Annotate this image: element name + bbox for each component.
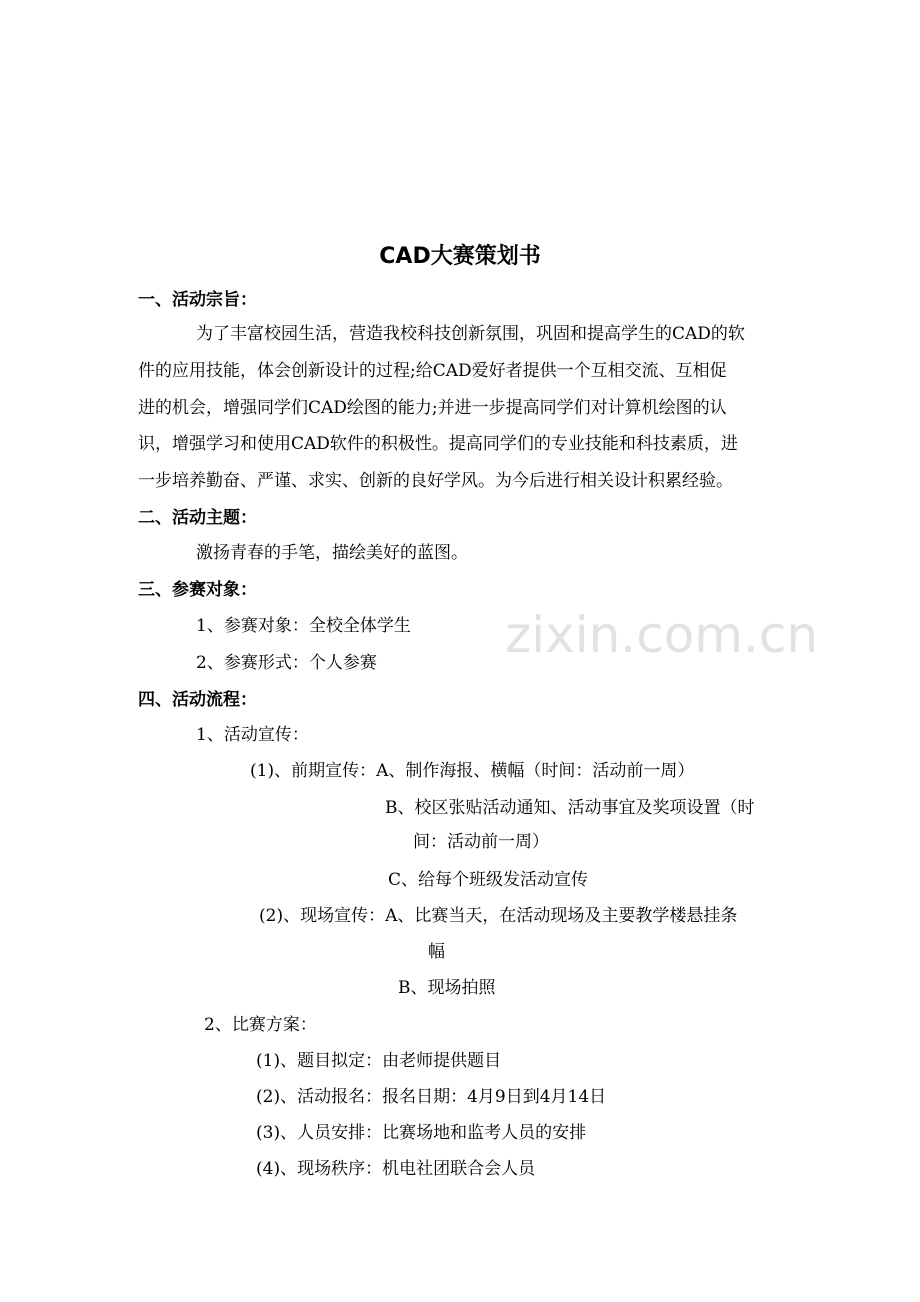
list-item: C、给每个班级发活动宣传 [388, 870, 589, 890]
heading-purpose: 一、活动宗旨： [138, 290, 257, 310]
list-item: 2、比赛方案： [204, 1015, 317, 1035]
theme-text: 激扬青春的手笔，描绘美好的蓝图。 [196, 543, 468, 563]
paragraph-line: 进的机会，增强同学们CAD绘图的能力;并进一步提高同学们对计算机绘图的认 [138, 398, 727, 418]
list-item: 1、参赛对象：全校全体学生 [196, 616, 411, 636]
list-item: (2)、活动报名：报名日期：4月9日到4月14日 [256, 1087, 607, 1107]
paragraph-line: 一步培养勤奋、严谨、求实、创新的良好学风。为今后进行相关设计积累经验。 [138, 471, 733, 491]
list-item: B、现场拍照 [398, 978, 496, 998]
document-title: CAD大赛策划书 [379, 244, 541, 269]
list-item: (3)、人员安排：比赛场地和监考人员的安排 [256, 1123, 587, 1143]
list-item: 2、参赛形式：个人参赛 [196, 653, 377, 673]
list-item: (2)、现场宣传：A、比赛当天，在活动现场及主要教学楼悬挂条 [259, 906, 738, 926]
heading-process: 四、活动流程： [138, 690, 257, 710]
watermark: zixin.com.cn [505, 606, 819, 664]
paragraph-line: 识，增强学习和使用CAD软件的积极性。提高同学们的专业技能和科技素质，进 [138, 434, 738, 454]
list-item: (1)、题目拟定：由老师提供题目 [256, 1051, 502, 1071]
heading-theme: 二、活动主题： [138, 508, 257, 528]
list-item: 1、活动宣传： [196, 725, 309, 745]
list-item: (4)、现场秩序：机电社团联合会人员 [256, 1159, 536, 1179]
paragraph-line: 件的应用技能，体会创新设计的过程;给CAD爱好者提供一个互相交流、互相促 [138, 361, 727, 381]
paragraph-line: 为了丰富校园生活，营造我校科技创新氛围，巩固和提高学生的CAD的软 [196, 324, 745, 344]
list-item: (1)、前期宣传：A、制作海报、横幅（时间：活动前一周） [250, 761, 695, 781]
list-item: 间：活动前一周） [413, 832, 549, 852]
heading-participants: 三、参赛对象： [138, 580, 257, 600]
list-item: B、校区张贴活动通知、活动事宜及奖项设置（时 [385, 798, 755, 818]
list-item: 幅 [428, 942, 445, 962]
